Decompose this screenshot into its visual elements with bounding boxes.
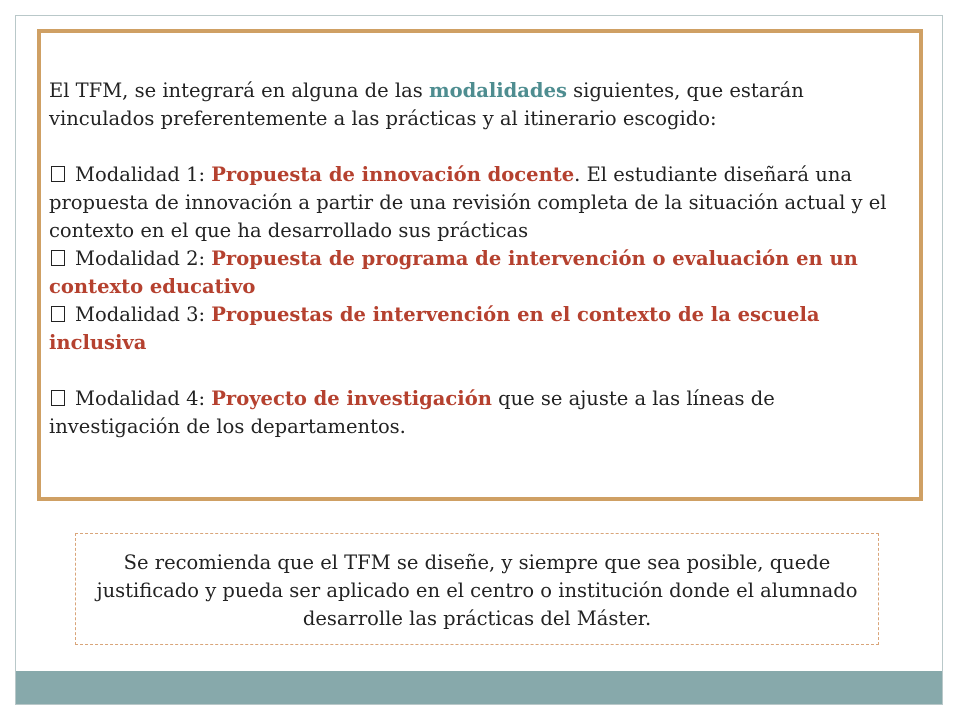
modality-label: Modalidad 3: bbox=[75, 303, 212, 326]
intro-text-start: El TFM, se integrará en alguna de las bbox=[49, 79, 429, 102]
intro-highlight: modalidades bbox=[428, 79, 567, 102]
modality-label: Modalidad 1: bbox=[75, 163, 212, 186]
modality-item-2 bbox=[49, 245, 905, 301]
spacer bbox=[49, 133, 905, 161]
intro-paragraph bbox=[49, 77, 905, 133]
modalities-text bbox=[49, 77, 905, 441]
checkbox-square-icon bbox=[51, 166, 65, 182]
modality-item-1 bbox=[49, 161, 905, 245]
recommendation-text: Se recomienda que el TFM se diseñe, y siempre que sea posible, quede justificado y pueda ser aplicado en el centro o institución donde el alumnado desarrolle las prácticas del Máster. bbox=[96, 551, 858, 630]
modality-description: que se ajuste a las líneas de investigación de los departamentos. bbox=[49, 387, 775, 438]
intro-text-end: siguientes, que estarán vinculados preferentemente a las prácticas y al itinerario escogido: bbox=[49, 79, 804, 130]
spacer bbox=[49, 357, 905, 385]
footer-band bbox=[16, 671, 942, 704]
modality-label: Modalidad 2: bbox=[75, 247, 212, 270]
modality-title: Propuesta de programa de intervención o evaluación en un contexto educativo bbox=[49, 247, 858, 298]
checkbox-square-icon bbox=[51, 250, 65, 266]
modality-item-3 bbox=[49, 301, 905, 357]
modality-title: Propuesta de innovación docente bbox=[211, 163, 575, 186]
recommendation-box bbox=[75, 533, 879, 645]
modality-title: Proyecto de investigación bbox=[211, 387, 492, 410]
modality-label: Modalidad 4: bbox=[75, 387, 212, 410]
modality-description: . El estudiante diseñará una propuesta de innovación a partir de una revisión completa de la situación actual y el contexto en el que ha desarrollado sus prácticas bbox=[49, 163, 887, 242]
modality-title: Propuestas de intervención en el contexto de la escuela inclusiva bbox=[49, 303, 820, 354]
checkbox-square-icon bbox=[51, 306, 65, 322]
modality-item-4 bbox=[49, 385, 905, 441]
modalities-box bbox=[37, 29, 923, 501]
checkbox-square-icon bbox=[51, 390, 65, 406]
